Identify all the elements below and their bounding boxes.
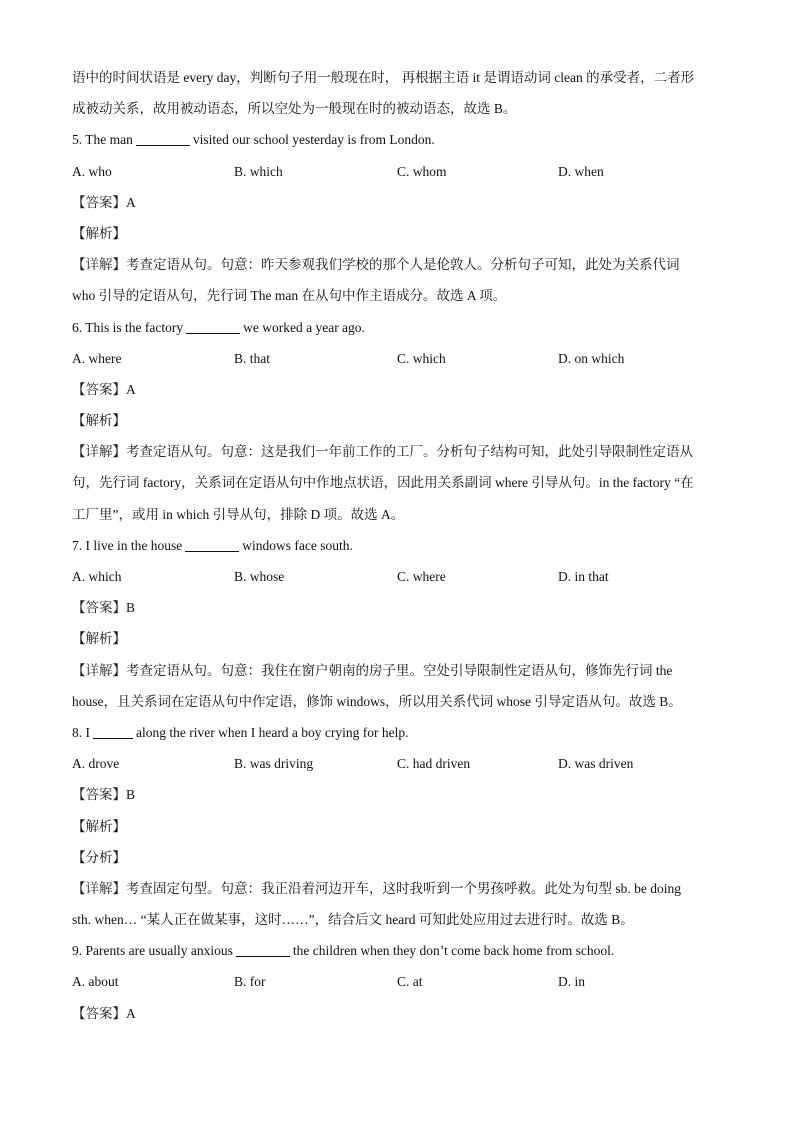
question-6-analysis-label: 【解析】 [72, 413, 126, 429]
question-stem-after: the children when they don’t come back home from school. [292, 943, 615, 959]
option-a: A. who [72, 163, 112, 179]
answer-blank [93, 724, 133, 739]
answer-blank [236, 942, 290, 957]
option-c: C. whom [397, 163, 447, 179]
option-c: C. where [397, 569, 446, 584]
question-6-stem [72, 312, 724, 343]
question-6-detail-line-3: 工厂里”，或用 in which 引导从句，排除 D 项。故选 A。 [72, 506, 405, 522]
question-stem-after: along the river when I heard a boy crying for help. [136, 724, 409, 740]
question-9-answer [72, 998, 724, 1029]
option-a: A. about [72, 974, 119, 990]
question-9-options [72, 966, 724, 997]
question-7-stem [72, 530, 724, 561]
question-8-options [72, 748, 724, 779]
option-b: B. which [234, 163, 283, 179]
question-8-answer [72, 779, 724, 810]
option-b: B. for [234, 974, 266, 990]
answer-label: 【答案】 [72, 600, 126, 616]
question-8-stem [72, 717, 724, 748]
option-d: D. was driven [558, 756, 634, 772]
question-stem-before: 7. I live in the house [72, 537, 183, 553]
question-6-answer [72, 374, 724, 405]
answer-blank [186, 319, 240, 334]
question-6-options [72, 343, 724, 374]
detail-label: 【详解】 [72, 662, 126, 678]
answer-value: A [126, 1005, 136, 1021]
option-a: A. drove [72, 756, 120, 772]
answer-value: A [126, 194, 136, 210]
question-9-stem [72, 935, 724, 966]
question-stem-before: 9. Parents are usually anxious [72, 943, 233, 959]
question-5-stem [72, 124, 724, 155]
detail-label: 【详解】 [72, 444, 126, 460]
option-c: C. which [397, 350, 446, 366]
question-6-detail-line-2: 句，先行词 factory，关系词在定语从句中作地点状语，因此用关系副词 where 引导从句。in the factory “在 [72, 475, 694, 491]
question-7-answer [72, 592, 724, 623]
question-8-analysis-label: 【解析】 [72, 818, 126, 834]
answer-value: B [126, 787, 136, 803]
question-8-fenxi-label: 【分析】 [72, 849, 126, 865]
answer-label: 【答案】 [72, 381, 126, 397]
option-a: A. which [72, 569, 122, 584]
question-6-detail-line-1 [72, 436, 724, 467]
detail-text: 考查定语从句。句意：这是我们一年前工作的工厂。分析句子结构可知，此处引导限制性定语从 [126, 444, 693, 460]
answer-blank [185, 537, 239, 552]
detail-label: 【详解】 [72, 880, 126, 896]
intro-line-2: 成被动关系，故用被动语态，所以空处为一般现在时的被动语态，故选 B。 [72, 101, 517, 117]
option-b: B. was driving [234, 756, 314, 772]
detail-text: 考查定语从句。句意：我住在窗户朝南的房子里。空处引导限制性定语从句，修饰先行词 the [126, 662, 673, 678]
question-5-detail-line-2: who 引导的定语从句，先行词 The man 在从句中作主语成分。故选 A 项。 [72, 288, 507, 304]
question-7-analysis-label: 【解析】 [72, 631, 126, 647]
question-stem-before: 6. This is the factory [72, 319, 184, 335]
document-page [72, 62, 724, 1029]
answer-label: 【答案】 [72, 1005, 126, 1021]
answer-value: B [126, 600, 136, 616]
answer-label: 【答案】 [72, 194, 126, 210]
option-c: C. at [397, 974, 423, 990]
detail-text: 考查固定句型。句意：我正沿着河边开车，这时我听到一个男孩呼救。此处为句型 sb. be doing [126, 880, 681, 896]
question-stem-after: visited our school yesterday is from London. [192, 132, 435, 148]
question-7-options [72, 561, 724, 592]
question-8-detail-line-1 [72, 873, 724, 904]
option-a: A. where [72, 350, 122, 366]
option-d: D. on which [558, 350, 625, 366]
question-stem-after: windows face south. [242, 537, 353, 553]
detail-label: 【详解】 [72, 257, 126, 273]
question-5-analysis-label: 【解析】 [72, 225, 126, 241]
detail-text: 考查定语从句。句意：昨天参观我们学校的那个人是伦敦人。分析句子可知，此处为关系代词 [126, 257, 680, 273]
option-b: B. that [234, 350, 270, 366]
question-7-detail-line-1 [72, 655, 724, 686]
question-5-answer [72, 187, 724, 218]
option-d: D. when [558, 163, 604, 179]
option-b: B. whose [234, 569, 285, 584]
option-d: D. in that [558, 569, 609, 584]
option-d: D. in [558, 974, 585, 990]
answer-blank [136, 131, 190, 146]
question-5-options [72, 156, 724, 187]
question-7-detail-line-2: house，且关系词在定语从句中作定语，修饰 windows，所以用关系代词 whose 引导定语从句。故选 B。 [72, 693, 682, 709]
answer-label: 【答案】 [72, 787, 126, 803]
question-8-detail-line-2: sth. when… “某人正在做某事，这时……”，结合后文 heard 可知此处应用过去进行时。故选 B。 [72, 912, 634, 928]
question-5-detail-line-1 [72, 249, 724, 280]
question-stem-after: we worked a year ago. [243, 319, 365, 335]
answer-value: A [126, 381, 136, 397]
intro-line-1: 语中的时间状语是 every day，判断句子用一般现在时， 再根据主语 it 是谓语动词 clean 的承受者，二者形 [72, 70, 695, 85]
question-stem-before: 8. I [72, 724, 90, 740]
option-c: C. had driven [397, 756, 471, 772]
question-stem-before: 5. The man [72, 132, 133, 148]
